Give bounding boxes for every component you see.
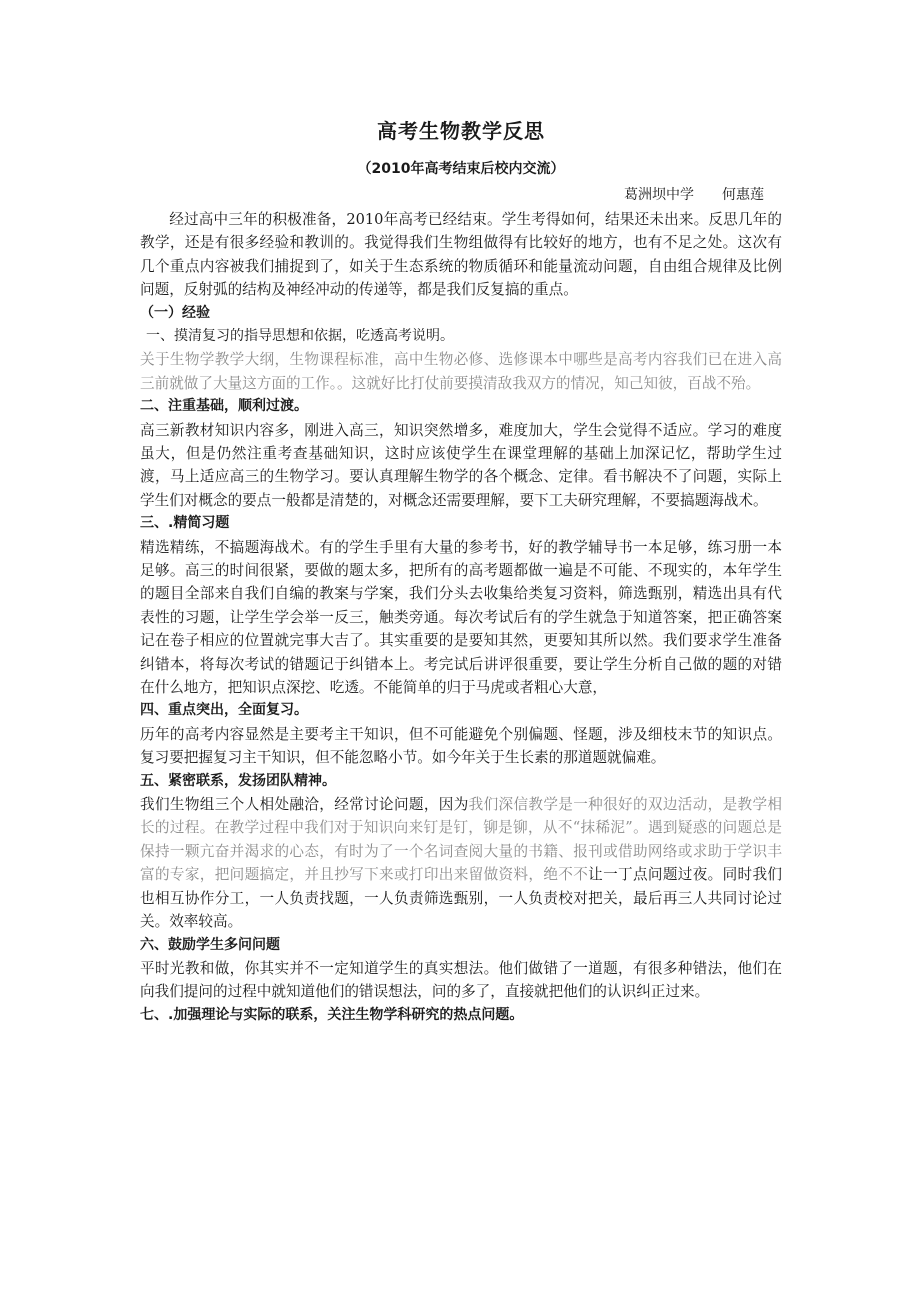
section-body-4: 历年的高考内容显然是主要考主干知识，但不可能避免个别偏题、怪题，涉及细枝末节的知识点。复习要把握复习主干知识，但不能忽略小节。如今年关于生长素的那道题就偏难。 bbox=[140, 725, 782, 767]
section-heading-6: 六、鼓励学生多问问题 bbox=[140, 936, 280, 953]
part-heading-experience: （一）经验 bbox=[140, 304, 210, 321]
section-body-5-part-c: 让一丁点问题过夜。同时我们也相互协作分工，一人负责找题，一人负责筛选甄别，一人负责校对把关，最后再三人共同讨论过关。效率较高。 bbox=[140, 866, 782, 931]
section-body-5-part-a: 我们生物组三个人相处融洽，经常讨论问题，因为 bbox=[140, 796, 469, 814]
section-body-5-part-b: 我们深信教学是一种很好的双边活动，是教学相长的过程。在教学过程中我们对于知识向来钉是钉，铆是铆，从不“抹稀泥”。遇到疑惑的问题总是保持一颗亢奋并渴求的心态，有时为了一个名词查阅大量的书籍、报刊或借助网络或求助于学识丰富的专家，把问题搞定，并且抄写下来或打印出来留做资料，绝不不 bbox=[140, 796, 782, 884]
section-body-1: 关于生物学教学大纲，生物课程标准，高中生物必修、选修课本中哪些是高考内容我们已在进入高三前就做了大量这方面的工作。。这就好比打仗前要摸清敌我双方的情况，知己知彼，百战不殆。 bbox=[140, 351, 782, 392]
document-title: 高考生物教学反思 bbox=[377, 119, 545, 143]
section-heading-4: 四、重点突出，全面复习。 bbox=[140, 702, 308, 719]
section-body-3: 精选精练，不搞题海战术。有的学生手里有大量的参考书，好的教学辅导书一本足够，练习册一本足够。高三的时间很紧，要做的题太多，把所有的高考题都做一遍是不可能、不现实的，本年学生的题目全部来自我们自编的教案与学案，我们分头去收集给类复习资料，筛选甄别，精选出具有代表性的习题，让学生学会举一反三，触类旁通。每次考试后有的学生就急于知道答案，把正确答案记在卷子相应的位置就完事大吉了。其实重要的是要知其然，更要知其所以然。我们要求学生准备纠错本，将每次考试的错题记于纠错本上。考完试后讲评很重要，要让学生分析自己做的题的对错在什么地方，把知识点深挖、吃透。不能简单的归于马虎或者粗心大意， bbox=[140, 538, 782, 697]
section-heading-3: 三、.精简习题 bbox=[140, 515, 230, 532]
intro-paragraph: 经过高中三年的积极准备，2010年高考已经结束。学生考得如何，结果还未出来。反思几年的教学，还是有很多经验和教训的。我觉得我们生物组做得有比较好的地方，也有不足之处。这次有几个重点内容被我们捕捉到了，如关于生态系统的物质循环和能量流动问题，自由组合规律及比例问题，反射弧的结构及神经冲动的传递等，都是我们反复搞的重点。 bbox=[140, 211, 782, 299]
author-name: 何惠莲 bbox=[722, 187, 764, 203]
section-body-5 bbox=[140, 793, 782, 933]
section-heading-7: 七、.加强理论与实际的联系，关注生物学科研究的热点问题。 bbox=[140, 1006, 524, 1023]
document-subtitle: （2010年高考结束后校内交流） bbox=[357, 161, 565, 177]
section-heading-2: 二、注重基础，顺利过渡。 bbox=[140, 398, 308, 415]
section-heading-1: 一、摸清复习的指导思想和依据，吃透高考说明。 bbox=[146, 328, 454, 345]
author-line bbox=[140, 182, 782, 208]
section-heading-5: 五、紧密联系，发扬团队精神。 bbox=[140, 772, 336, 789]
document-content bbox=[140, 116, 782, 1027]
section-body-6: 平时光教和做，你其实并不一定知道学生的真实想法。他们做错了一道题，有很多种错法，他们在向我们提问的过程中就知道他们的错误想法，问的多了，直接就把他们的认识纠正过来。 bbox=[140, 959, 782, 1001]
section-body-2: 高三新教材知识内容多，刚进入高三，知识突然增多，难度加大，学生会觉得不适应。学习的难度虽大，但是仍然注重考查基础知识，这时应该使学生在课堂理解的基础上加深记忆，帮助学生过渡，马上适应高三的生物学习。要认真理解生物学的各个概念、定律。看书解决不了问题，实际上学生们对概念的要点一般都是清楚的，对概念还需要理解，要下工夫研究理解，不要搞题海战术。 bbox=[140, 421, 782, 509]
author-school: 葛洲坝中学 bbox=[624, 187, 694, 203]
